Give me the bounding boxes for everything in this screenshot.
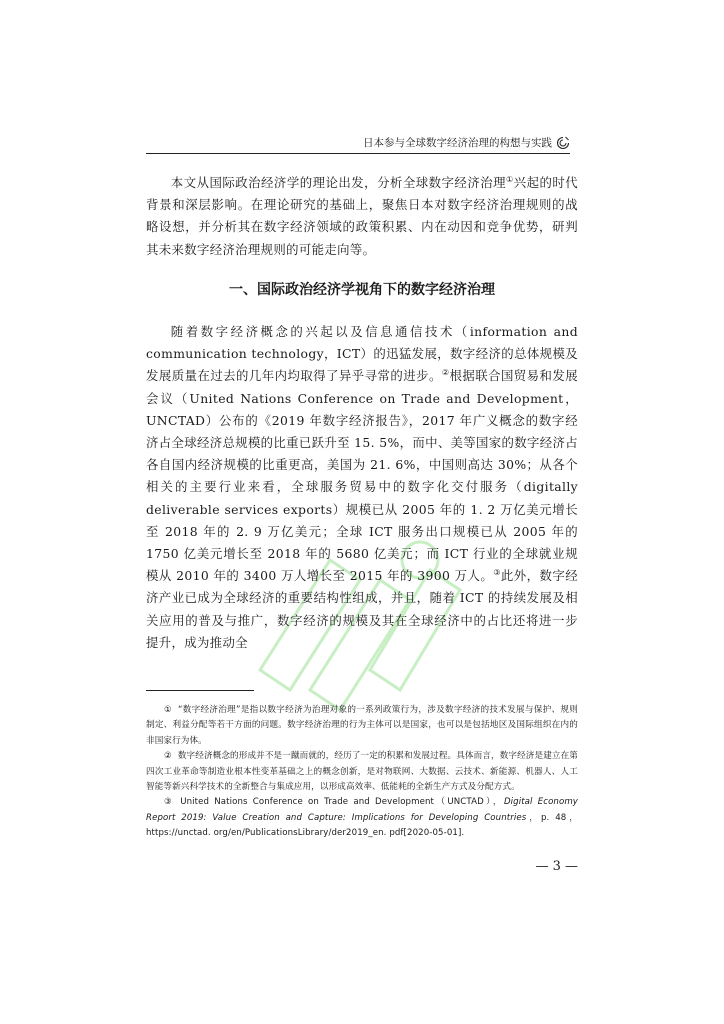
page-number: — 3 — <box>535 859 578 874</box>
footnote-2: ② 数字经济概念的形成并不是一蹴而就的，经历了一定的积累和发展过程。具体而言，数字经济是建立在第四次工业革命等制造业根本性变革基础之上的概念创新，是对物联网、大数据、云技术、新能源、机器人、人工智能等新兴科学技术的全新整合与集成应用，以形成高效率、低能耗的全新生产方式及分配方式。 <box>146 751 578 793</box>
section-heading: 一、国际政治经济学视角下的数字经济治理 <box>229 282 495 298</box>
footnote-3: ③ United Nations Conference on Trade and Development（UNCTAD），Digital Economy Report 2019: Value Creation and Capture: Implications for Developing Countries，p. 48，https://unctad. org/en/PublicationsLibrary/der2019_en. pdf[2020-05-01]. <box>146 797 579 839</box>
footnotes <box>146 703 578 842</box>
footnote-rule <box>146 690 254 691</box>
report-url[interactable]: ，p. 48，https://unctad. org/en/PublicationsLibrary/der2019_en. pdf[2020-05-01]. <box>146 812 579 839</box>
report-title: Digital Economy Report 2019: Value Creation and Capture: Implications for Developing Countries <box>146 797 578 823</box>
intro-paragraph: 本文从国际政治经济学的理论出发，分析全球数字经济治理①兴起的时代背景和深层影响。在理论研究的基础上，聚焦日本对数字经济治理规则的战略设想，并分析其在数字经济领域的政策积累、内在动因和竞争优势，研判其未来数字经济治理规则的可能走向等。 <box>146 174 578 257</box>
header-rule <box>146 153 570 154</box>
running-header <box>146 135 570 155</box>
footnote-marker: ③ <box>164 797 175 808</box>
footnote-ref-2[interactable]: ② <box>441 368 450 378</box>
running-title: 日本参与全球数字经济治理的构想与实践 <box>363 137 552 149</box>
body-paragraph: 随着数字经济概念的兴起以及信息通信技术（information and communication technology，ICT）的迅猛发展，数字经济的总体规模及发展质量在过去的几年内均取得了异乎寻常的进步。②根据联合国贸易和发展会议（United Nations Conference on Trade and Development，UNCTAD）公布的《2019 年数字经济报告》，2017 年广义概念的数字经济占全球经济总规模的比重已跃升至 15. 5%，而中、美等国家的数字经济占各自国内经济规模的比重更高，美国为 21. 6%，中国则高达 30%；从各个相关的主要行业来看，全球服务贸易中的数字化交付服务（digitally deliverable services exports）规模已从 2005 年的 1. 2 万亿美元增长至 2018 年的 2. 9 万亿美元；全球 ICT 服务出口规模已从 2005 年的 1750 亿美元增长至 2018 年的 5680 亿美元；而 ICT 行业的全球就业规模从 2010 年的 3400 万人增长至 2015 年的 3900 万人。③此外，数字经济产业已成为全球经济的重要结构性组成，并且，随着 ICT 的持续发展及相关应用的普及与推广，数字经济的规模及其在全球经济中的占比还将进一步提升，成为推动全 <box>146 324 579 650</box>
footnote-ref-1[interactable]: ① <box>506 174 514 184</box>
footnote-marker: ① <box>164 705 173 715</box>
spiral-logo-icon <box>556 136 570 150</box>
footnote-1: ① “数字经济治理”是指以数字经济为治理对象的一系列政策行为，涉及数字经济的技术发展与保护、规则制定、利益分配等若干方面的问题。数字经济治理的行为主体可以是国家，也可以是包括地区及国际组织在内的非国家行为体。 <box>146 705 578 746</box>
footnote-marker: ② <box>164 751 172 762</box>
footnote-ref-3[interactable]: ③ <box>493 568 501 578</box>
